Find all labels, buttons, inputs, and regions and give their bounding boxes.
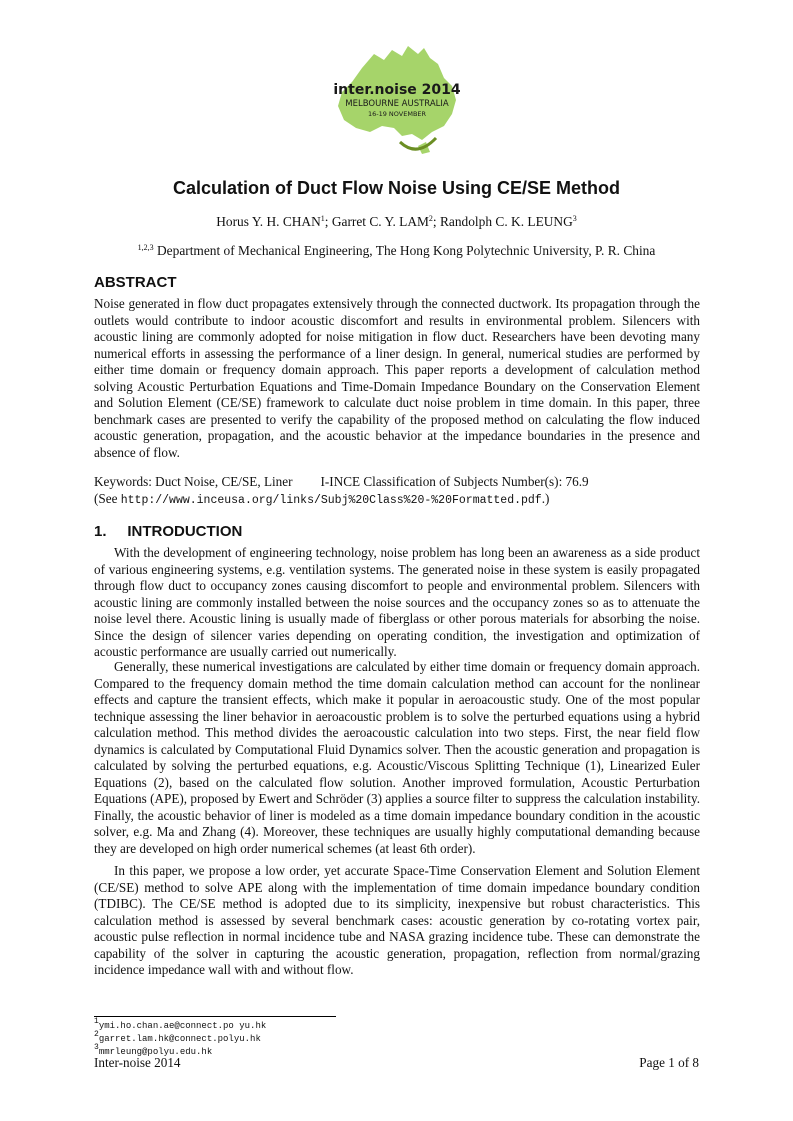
affiliation-sup: 1,2,3 — [137, 243, 154, 252]
footnote-divider — [94, 1016, 336, 1017]
footnote-1-email[interactable]: ymi.ho.chan.ae@connect.po yu.hk — [98, 1021, 267, 1031]
footer-conference: Inter-noise 2014 — [94, 1055, 181, 1070]
logo-line1: inter.noise 2014 — [333, 82, 461, 98]
footnote-1-num: 1 — [94, 1017, 99, 1026]
affiliation — [0, 243, 793, 259]
intro-paragraph-1: With the development of engineering technology, noise problem has long been an awareness as a side product of various engineering systems, e.g. ventilation systems. The generated noise in these system is easily propagated through flow duct to occupancy zones causing discomfort to people and environmental problem. Silencers with acoustic lining are commonly installed between the noise sources and the occupancy zones so as to attenuate the noise level there. Acoustic lining is usually made of fiberglass or other porous materials for absorbing the noise. Since the design of silencer varies depending on operating condition, the investigation and optimization of acoustic performance are usually carried out numerically. — [94, 545, 700, 659]
footnote-2-num: 2 — [94, 1030, 99, 1039]
intro-paragraph-2: Generally, these numerical investigations are calculated by either time domain or frequency domain approach. Compared to the frequency domain method the time domain calculation method can account for the nonlinear effects and capture the transient effects, which make it popular in aeroacoustic study. One of the most popular technique assessing the liner behavior in aeroacoustic problem is to solve the perturbed equations using a hybrid calculation method. This method divides the aeroacoustic calculation into two steps. First, the near field flow dynamics is calculated by Computational Fluid Dynamics solver. Then the acoustic generation and propagation is calculated by solving the perturbed equations, e.g. Acoustic/Viscous Splitting Technique (1), Linearized Euler Equations (2), based on the calculated flow solution. Another improved formulation, Acoustic Perturbation Equations (APE), proposed by Ewert and Schröder (3) applies a source filter to suppress the calculation instability. Finally, the acoustic behavior of liner is modeled as a time domain impedance boundary condition in the acoustic solver, e.g. Ma and Zhang (4). Moreover, these techniques are usually highly computational demanding because they are developed on high order numerical schemes (at least 6th order). — [94, 659, 700, 856]
author-1: Horus Y. H. CHAN — [216, 214, 321, 229]
author-3-sup: 3 — [572, 214, 577, 223]
logo-line2: MELBOURNE AUSTRALIA — [345, 99, 449, 109]
intro-paragraph-3: In this paper, we propose a low order, yet accurate Space-Time Conservation Element and Solution Element (CE/SE) method to solve APE along with the implementation of time domain impedance boundary condition (TDIBC). The CE/SE method is adopted due to its simplicity, inexpensive but robust characteristics. This calculation method is assessed by several benchmark cases: acoustic generation by co-rotating vortex pair, acoustic pulse reflection in normal incidence tube and NASA grazing incidence tube. These can demonstrate the capability of the solver in capturing the acoustic generation, propagation, reflection from normal/grazing incidence impedance wall with and without flow. — [94, 863, 700, 977]
abstract-heading: ABSTRACT — [94, 274, 177, 291]
classification: I-INCE Classification of Subjects Number(s): 76.9 — [320, 474, 589, 489]
see-prefix: (See — [94, 490, 121, 506]
footer-page-number: Page 1 of 8 — [639, 1055, 699, 1070]
abstract-text: Noise generated in flow duct propagates extensively through the connected ductwork. Its propagation through the outlets would contribute to indoor acoustic discomfort and results in environmental problem. Silencers with acoustic lining are commonly adopted for noise mitigation in flow duct. Researchers have been devoting many numerical efforts in assessing the performance of a liner design. In general, numerical studies are performed by either time domain or frequency domain approach. This paper reports a development of calculation method solving Acoustic Perturbation Equations and Time-Domain Impedance Boundary on the Conservation Element and Solution Element (CE/SE) framework to calculate duct noise problem in time domain. In this paper, three benchmark cases are presented to verify the capability of the proposed method on calculating the flow induced acoustic generation, propagation, and the acoustic behavior at the impedance boundaries in the presence and absence of flow. — [94, 296, 700, 460]
footnote-1 — [94, 1017, 267, 1031]
author-line — [0, 214, 793, 230]
conference-logo — [322, 42, 472, 160]
footnote-2-email[interactable]: garret.lam.hk@connect.polyu.hk — [98, 1034, 261, 1044]
affiliation-text: Department of Mechanical Engineering, The Hong Kong Polytechnic University, P. R. China — [153, 243, 656, 258]
footnote-3-email[interactable]: mmrleung@polyu.edu.hk — [98, 1047, 213, 1057]
author-1-sup: 1 — [320, 214, 325, 223]
keywords-label: Keywords: Duct Noise, CE/SE, Liner — [94, 474, 293, 489]
see-suffix: .) — [541, 490, 550, 506]
keywords-block — [94, 474, 700, 509]
section-heading-introduction: 1. INTRODUCTION — [94, 523, 243, 540]
australia-map-icon — [322, 42, 472, 160]
logo-line3: 16-19 NOVEMBER — [367, 110, 427, 118]
author-3: ; Randolph C. K. LEUNG — [432, 214, 573, 229]
classification-url[interactable]: http://www.inceusa.org/links/Subj%20Class%20-%20Formatted.pdf — [120, 493, 542, 507]
paper-title: Calculation of Duct Flow Noise Using CE/SE Method — [172, 178, 621, 198]
footnote-3-num: 3 — [94, 1043, 99, 1052]
author-2-sup: 2 — [428, 214, 433, 223]
author-2: ; Garret C. Y. LAM — [324, 214, 429, 229]
footnote-2 — [94, 1030, 261, 1044]
